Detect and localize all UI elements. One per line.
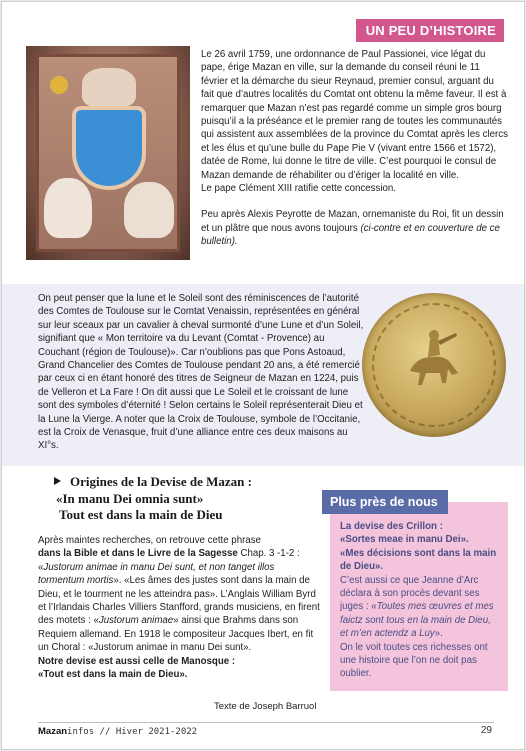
devise-body-italic: Justorum animae in manu Dei sunt, et non tanget illos tormentum mortis xyxy=(38,561,275,587)
mazan-coat-of-arms-photo xyxy=(26,46,190,260)
intro-paragraph-1 xyxy=(201,48,509,195)
devise-title xyxy=(56,474,316,524)
devise-body-italic: Justorum animae xyxy=(98,615,174,627)
devise-title-line-3: Tout est dans la main de Dieu xyxy=(59,507,223,522)
page-number: 29 xyxy=(480,725,492,736)
footer-mag: infos xyxy=(67,727,95,737)
jeanne-text-end: ». xyxy=(434,628,443,640)
intro-paragraph-1-text: Le 26 avril 1759, une ordonnance de Paul Passionei, vice légat du pape, érige Mazan en ville, sur la demande du conseil réuni le 11 février et la démarche du sieur Reynaud, premier consul, arguant du fait que d’autres localités du Comtat ont obtenu la même faveur. Il est à remarquer que Mazan n’est pas regardé comme un simple gros bourg puisqu’il a la préséance et le premier rang de toutes les communautés qui assistent aux assemblées de la province du Comtat après les clercs et les élus et qu’une bulle du Pape Pie V (vivant entre 1566 et 1572), datée de Rome, lui donne le titre de ville. C’est pourquoi le consul de Mazan demande de réhabiliter ou d’ériger la localité en ville. xyxy=(201,49,508,181)
conclusion: On le voit toutes ces richesses ont une histoire que l’on ne doit pas oublier. xyxy=(340,641,488,680)
devise-title-line-1-text: Origines de la Devise de Mazan : xyxy=(70,474,252,489)
devise-body-bold: «Tout est dans la main de Dieu». xyxy=(38,669,188,681)
lune-soleil-text: On peut penser que la lune et le Soleil sont des réminiscences de l’autorité des Comtes de Toulouse sur le Comtat Venaissin, représentées en général sur leur sceaux par un cavalier à cheval surmonté d’une Lune et d’un Soleil, signifiant que « Mon territoire va du Levant (Comtat - Provence) au Couchant (région de Toulouse)». Car n’oublions pas que Pons Astoaud, Grand Chancelier des Comtes de Toulouse pendant 20 ans, a été remercié par ceux ci en étant honoré des titres de Seigneur de Mazan en 1224, puis de Velleron et La Fare ! On dit aussi que Le Soleil et le croissant de lune sont des symboles d’éternité ! Selon certains le Soleil représenterait Dieu et la Lune la Vierge. A noter que la Croix de Toulouse, symbole de l’Occitanie, est la Croix de Venasque, fruit d’une alliance entre ces deux maisons au XI°s. xyxy=(38,293,364,452)
devise-body-text: ». «Les âmes des justes sont dans la main de Dieu, et le tourment ne les atteindra pas». L’Anglais William Byrd et l’Irlandais Charles Villiers Stanfford, grands musiciens, en firent des motets : « xyxy=(38,575,320,627)
devise-body-text: » ainsi que Brahms dans son Requiem allemand. En 1918 le compositeur Jacques Ibert, en fit un Choral : «Justorum animae in manu Dei sunt». xyxy=(38,615,314,654)
triangle-bullet-icon xyxy=(54,477,61,485)
horse-rider-icon xyxy=(402,327,464,393)
devise-body-bold: Notre devise est aussi celle de Manosque : xyxy=(38,655,236,667)
devise-title-line-2: «In manu Dei omnia sunt» xyxy=(56,490,204,506)
plus-pres-title: Plus près de nous xyxy=(322,490,448,514)
intro-paragraph-2-italic: (ci-contre et en couverture de ce bulletin). xyxy=(201,222,500,248)
footer-issue: // Hiver 2021-2022 xyxy=(94,727,198,737)
intro-paragraph-2-text: Peu après Alexis Peyrotte de Mazan, ornemaniste du Roi, fit un dessin et un plâtre que nous avons toujours xyxy=(201,209,504,234)
devise-title-line-1 xyxy=(56,474,316,491)
cherub-left xyxy=(44,178,92,238)
cherub-right xyxy=(124,182,174,238)
sun-symbol xyxy=(50,76,68,94)
devise-body-text: Après maintes recherches, on retrouve cette phrase xyxy=(38,535,261,546)
devise-body xyxy=(38,534,320,681)
toulouse-seal-image xyxy=(362,293,506,437)
intro-paragraph-1-end: Le pape Clément XIII ratifie cette concession. xyxy=(201,183,396,195)
crillon-french: «Mes décisions sont dans la main de Dieu». xyxy=(340,547,497,573)
intro-text xyxy=(201,48,509,262)
author-credit: Texte de Joseph Barruol xyxy=(214,701,317,712)
intro-paragraph-2 xyxy=(201,208,509,248)
plus-pres-box xyxy=(330,502,508,691)
section-badge: UN PEU D’HISTOIRE xyxy=(356,19,504,42)
blue-shield xyxy=(72,106,146,190)
footer-divider xyxy=(38,722,494,723)
magazine-page xyxy=(1,1,525,750)
crillon-latin: «Sortes meae in manu Dei». xyxy=(340,534,469,546)
footer-brand: Mazan xyxy=(38,726,68,737)
crown-ornament xyxy=(82,68,136,106)
jeanne-text: C’est aussi ce que Jeanne d’Arc déclara à son procès devant ses juges : « xyxy=(340,574,480,613)
jeanne-quote xyxy=(340,574,498,641)
footer xyxy=(38,726,197,737)
crillon-title: La devise des Crillon : xyxy=(340,521,443,532)
devise-body-bold: dans la Bible et dans le Livre de la Sagesse xyxy=(38,548,238,560)
jeanne-italic: Toutes mes œuvres et mes faictz sont tous en la main de Dieu, et m’en actendz a Luy xyxy=(340,601,494,640)
devise-body-text: Chap. 3 -1-2 : « xyxy=(38,548,300,573)
